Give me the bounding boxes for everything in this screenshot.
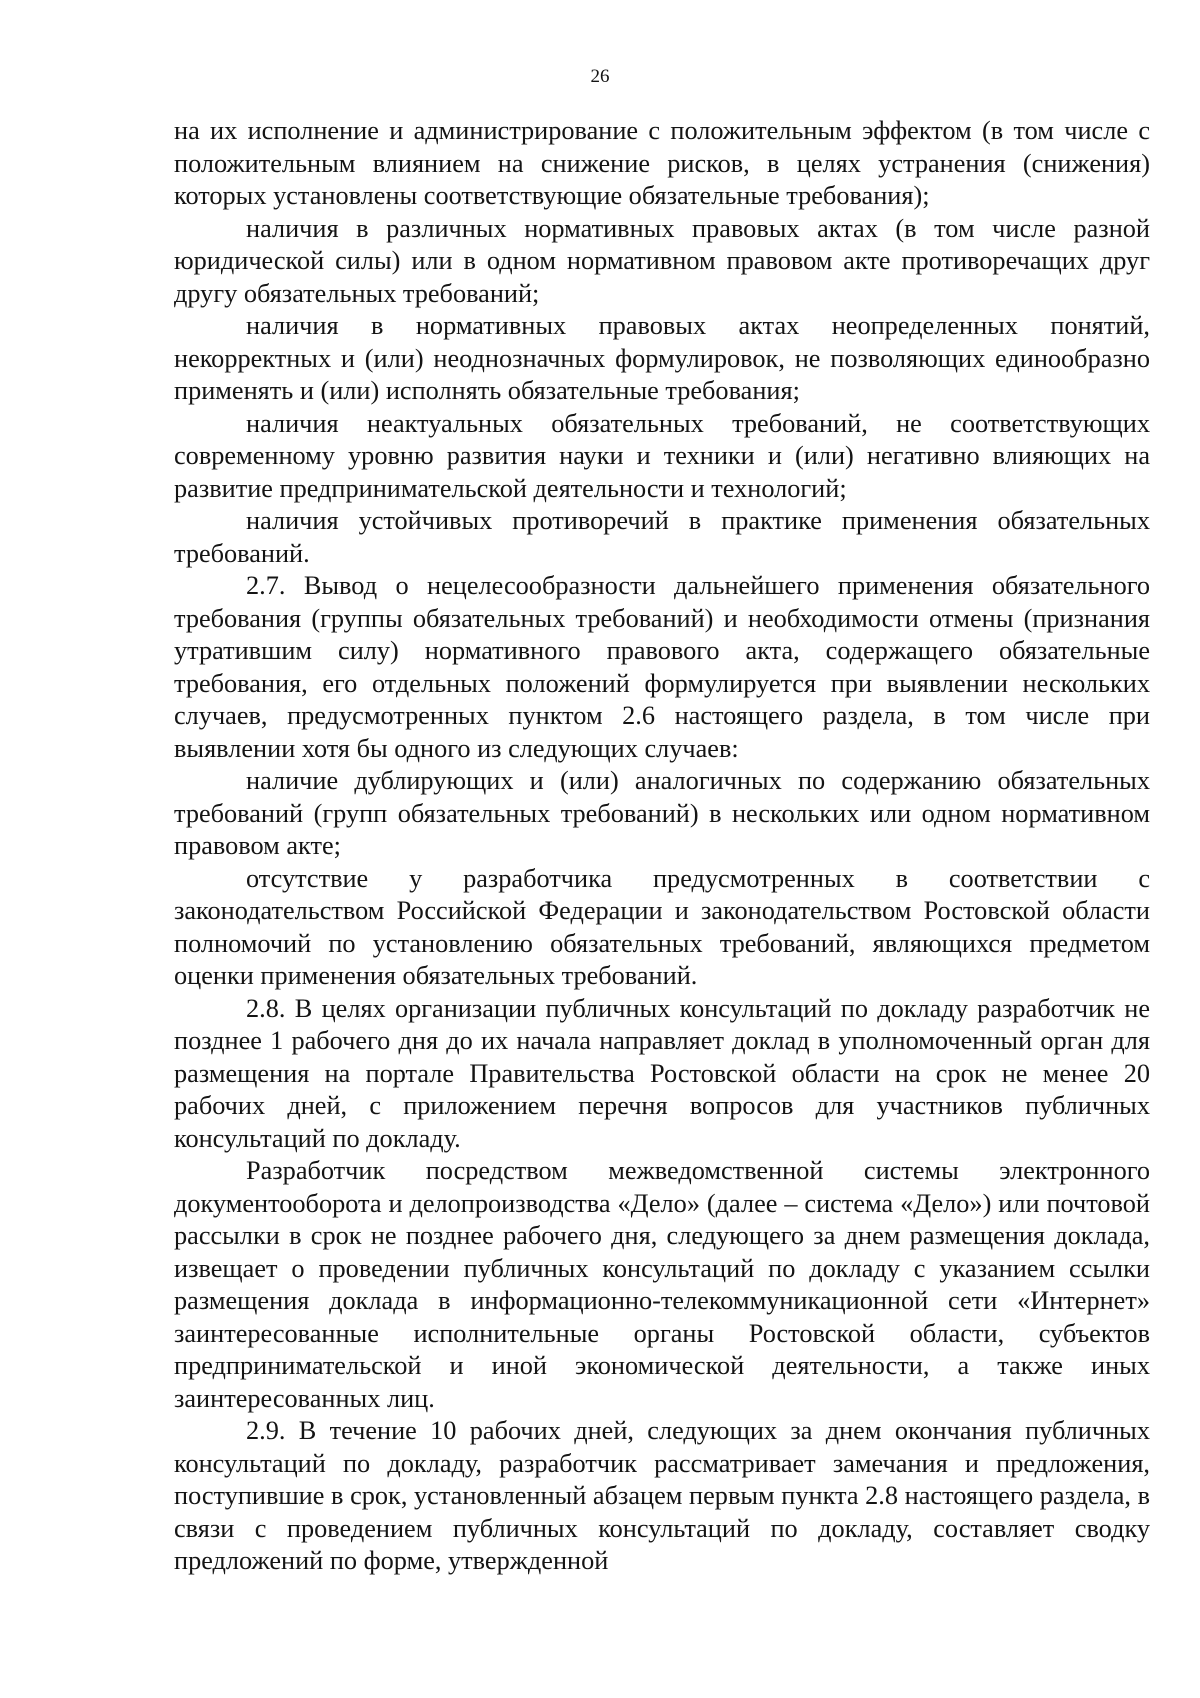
paragraph-lack-of-authority: отсутствие у разработчика предусмотренных в соответствии с законодательством Российской Федерации и законодательством Ростовской области полномочий по установлению обязательных требований, являющихся предметом оценки применения обязательных требований. <box>174 863 1150 990</box>
paragraph-outdated-requirements: наличия неактуальных обязательных требований, не соответствующих современному уровню развития науки и техники и (или) негативно влияющих на развитие предпринимательской деятельности и технологий; <box>174 408 1150 503</box>
paragraph-contradictory-requirements: наличия в различных нормативных правовых актах (в том числе разной юридической силы) или в одном нормативном правовом акте противоречащих друг другу обязательных требований; <box>174 213 1150 308</box>
paragraph-continuation: на их исполнение и администрирование с положительным эффектом (в том числе с положительным влиянием на снижение рисков, в целях устранения (снижения) которых установлены соответствующие обязательные требования); <box>174 116 1150 210</box>
paragraph-practice-contradictions: наличия устойчивых противоречий в практике применения обязательных требований. <box>174 506 1150 568</box>
paragraph-delo-system: Разработчик посредством межведомственной системы электронного документооборота и делопроизводства «Дело» (далее – система «Дело») или почтовой рассылки в срок не позднее рабочего дня, следующего за днем размещения доклада, извещает о проведении публичных консультаций по докладу с указанием ссылки размещения доклада в информационно-телекоммуникационной сети «Интернет» заинтересованные исполнительные органы Ростовской области, субъектов предпринимательской и иной экономической деятельности, а также иных заинтересованных лиц. <box>174 1156 1150 1413</box>
page-number: 26 <box>590 66 610 87</box>
paragraph-undefined-concepts: наличия в нормативных правовых актах неопределенных понятий, некорректных и (или) неоднозначных формулировок, не позволяющих единообразно применять и (или) исполнять обязательные требования; <box>174 311 1150 405</box>
paragraph-section-2-9: 2.9. В течение 10 рабочих дней, следующих за днем окончания публичных консультаций по докладу, разработчик рассматривает замечания и предложения, поступившие в срок, установленный абзацем первым пункта 2.8 настоящего раздела, в связи с проведением публичных консультаций по докладу, составляет сводку предложений по форме, утвержденной <box>174 1416 1150 1575</box>
paragraph-section-2-8: 2.8. В целях организации публичных консультаций по докладу разработчик не позднее 1 рабочего дня до их начала направляет доклад в уполномоченный орган для размещения на портале Правительства Ростовской области на срок не менее 20 рабочих дней, с приложением перечня вопросов для участников публичных консультаций по докладу. <box>174 993 1150 1153</box>
paragraph-section-2-7: 2.7. Вывод о нецелесообразности дальнейшего применения обязательного требования (группы обязательных требований) и необходимости отмены (признания утратившим силу) нормативного правового акта, содержащего обязательные требования, его отдельных положений формулируется при выявлении нескольких случаев, предусмотренных пунктом 2.6 настоящего раздела, в том числе при выявлении хотя бы одного из следующих случаев: <box>174 571 1150 763</box>
document-body <box>174 115 1150 1578</box>
paragraph-duplicate-requirements: наличие дублирующих и (или) аналогичных по содержанию обязательных требований (групп обязательных требований) в нескольких или одном нормативном правовом акте; <box>174 766 1150 860</box>
